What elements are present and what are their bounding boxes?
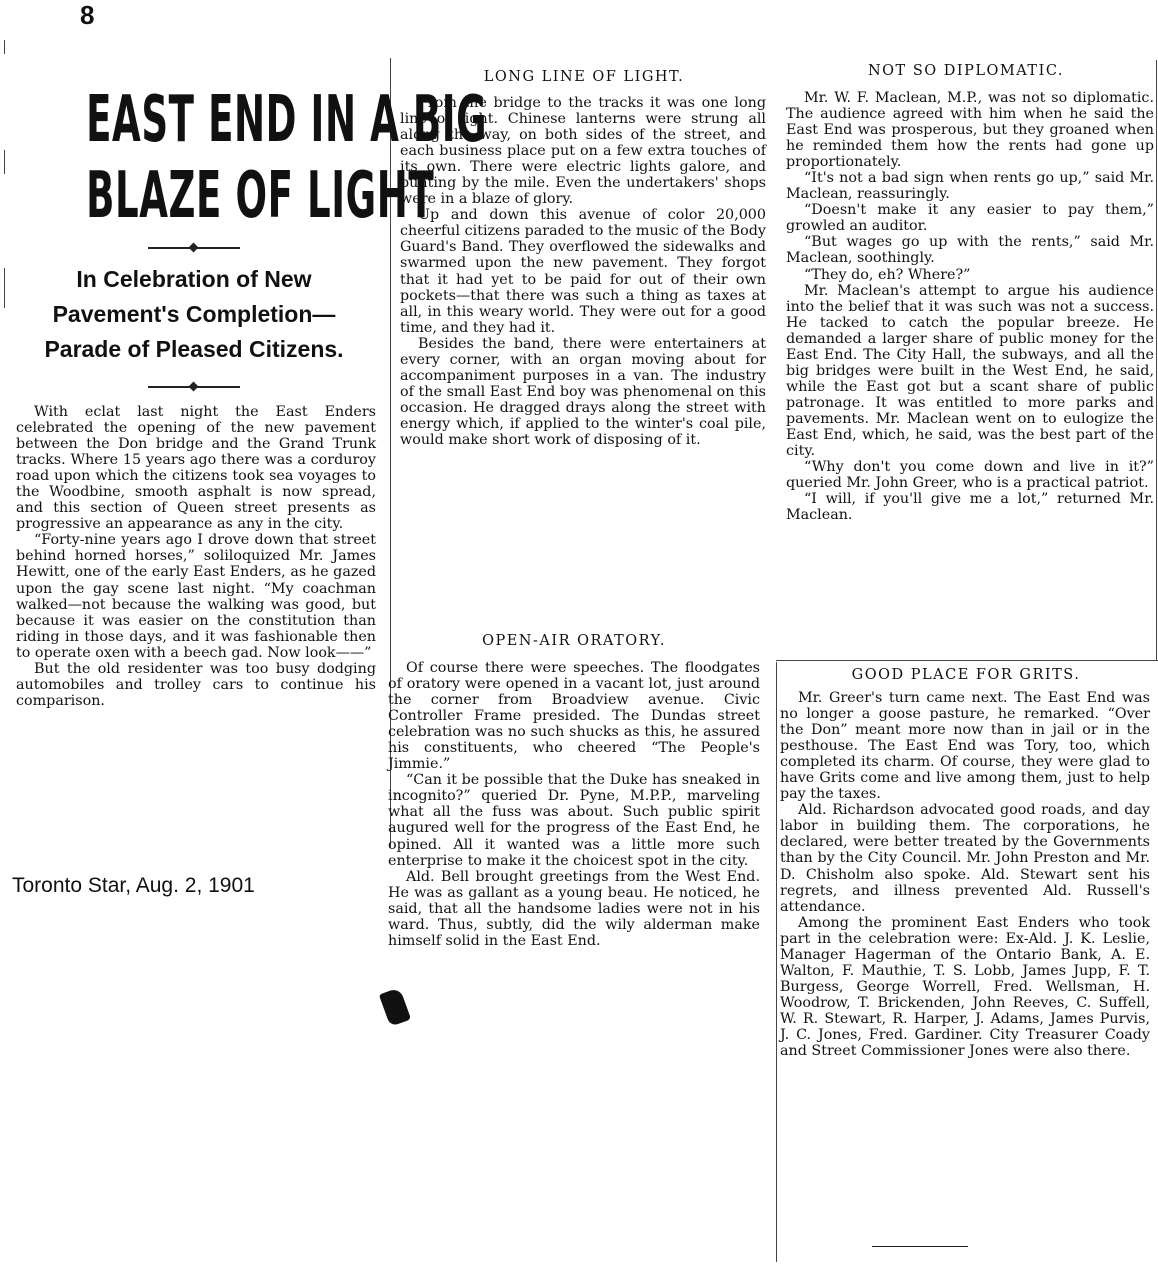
paragraph: Of course there were speeches. The floodgates of oratory were opened in a vacant lot, just around the corner from Broadview avenue. Civic Controller Frame presided. The Dundas street celebration was no such shucks as this, he assured his constituents, who cheered “The People's Jimmie.”	[388, 660, 760, 773]
article-column-3-bottom	[780, 690, 1150, 1059]
section-title-long-line: LONG LINE OF LIGHT.	[483, 69, 685, 85]
paragraph: Ald. Bell brought greetings from the West End. He was as gallant as a young beau. He noticed, he said, that all the handsome ladies were not in his ward. Thus, subtly, did the wily alderman make himself solid in the East End.	[388, 868, 760, 949]
section-title-good-place: GOOD PLACE FOR GRITS.	[851, 667, 1081, 683]
article-column-2-top	[400, 95, 766, 448]
paragraph: Mr. Greer's turn came next. The East End was no longer a goose pasture, he remarked. “Over the Don” meant more now than in jail or in the pesthouse. The East End was Tory, too, which completed its charm. Of course, they were glad to have Grits come and live among them, just to help pay the taxes.	[780, 690, 1150, 803]
paragraph: Besides the band, there were entertainers at every corner, with an organ moving about for accompaniment purposes in a van. The industry of the small East End boy was phenomenal on this occasion. He dragged drays along the street with energy which, if applied to the winter's coal pile, would make short work of disposing of it.	[400, 335, 766, 448]
subheadline	[8, 262, 380, 367]
paragraph: Among the prominent East Enders who took part in the celebration were: Ex-Ald. J. K. Leslie, Manager Hagerman of the Ontario Bank, A. E. Walton, F. Mauthie, T. S. Lobb, James Jupp, F. T. Burgess, George Worrell, Fred. Wellsman, H. Woodrow, T. Brickenden, John Reeves, C. Suffell, W. R. Stewart, R. Harper, J. Adams, James Purvis, J. C. Jones, Fred. Gardiner. City Treasurer Coady and Street Commissioner Jones were also there.	[780, 914, 1150, 1060]
paragraph: Mr. W. F. Maclean, M.P., was not so diplomatic. The audience agreed with him when he said the East End was prosperous, but they groaned when he reminded them how the rents had gone up proportionately.	[786, 90, 1154, 171]
paragraph: “But wages go up with the rents,” said Mr. Maclean, soothingly.	[786, 234, 1154, 267]
column-rule	[1156, 60, 1157, 660]
page-number: 8	[80, 0, 95, 30]
section-rule	[776, 660, 1158, 661]
article-column-1	[16, 404, 376, 709]
paragraph: “Why don't you come down and live in it?” queried Mr. John Greer, who is a practical patriot.	[786, 459, 1154, 492]
source-caption: Toronto Star, Aug. 2, 1901	[12, 874, 255, 897]
edge-mark	[4, 150, 5, 174]
headline-line-1: EAST END IN A BIG	[86, 83, 488, 157]
paragraph: But the old residenter was too busy dodging automobiles and trolley cars to continue his comparison.	[16, 660, 376, 709]
column-rule	[776, 662, 777, 1262]
end-rule	[872, 1246, 968, 1247]
divider-ornament	[189, 243, 199, 253]
paragraph: Up and down this avenue of color 20,000 cheerful citizens paraded to the music of the Body Guard's Band. They overflowed the sidewalks and swarmed upon the new pavement. They forgot that it had yet to be paid for out of their own pockets—that there was such a thing as taxes at all, in this weary world. They were out for a good time, and they had it.	[400, 207, 766, 336]
subheadline-text: In Celebration of New Pavement's Completion—Parade of Pleased Citizens.	[44, 266, 344, 362]
paragraph: “Can it be possible that the Duke has sneaked in incognito?” queried Dr. Pyne, M.P.P., marveling what all the fuss was about. Such public spirit augured well for the progress of the East End, he opined. All it wanted was a little more such enterprise to make it the choicest spot in the city.	[388, 772, 760, 869]
paragraph: Ald. Richardson advocated good roads, and day labor in building them. The corporations, he declared, were better treated by the Governments than by the City Council. Mr. John Preston and Mr. D. Chisholm also spoke. Ald. Stewart sent his regrets, and illness prevented Ald. Russell's attendance.	[780, 802, 1150, 915]
paragraph: “It's not a bad sign when rents go up,” said Mr. Maclean, reassuringly.	[786, 170, 1154, 203]
paragraph: “They do, eh? Where?”	[804, 266, 971, 283]
article-column-3-top	[786, 90, 1154, 523]
paragraph: “Forty-nine years ago I drove down that street behind horned horses,” soliloquized Mr. James Hewitt, one of the early East Enders, as he gazed upon the gay scene last night. “My coachman walked—not because the walking was good, but because it was easier on the constitution than riding in those days, and it was fashionable then to operate oxen with a beech gad. Now look——”	[16, 532, 376, 661]
edge-mark	[4, 268, 5, 308]
section-title-open-air: OPEN-AIR ORATORY.	[482, 633, 666, 649]
paragraph: With eclat last night the East Enders celebrated the opening of the new pavement between the Don bridge and the Grand Trunk tracks. Where 15 years ago there was a corduroy road upon which the citizens took sea voyages to the Woodbine, smooth asphalt is now spread, and this section of Queen street presents as progressive an appearance as any in the city.	[16, 404, 376, 533]
paragraph: Mr. Maclean's attempt to argue his audience into the belief that it was such was not a success. He tacked to catch the popular breeze. He demanded a larger share of public money for the East End. The City Hall, the subways, and all the big bridges were built in the West End, he said, while the East got but a scant share of public patronage. It was entitled to more parks and pavements. Mr. Maclean went on to eulogize the East End, which, he said, was the best part of the city.	[786, 282, 1154, 460]
paragraph: From the bridge to the tracks it was one long line of light. Chinese lanterns were strung all along the way, on both sides of the street, and each business place put on a few extra touches of its own. There were electric lights galore, and bunting by the mile. Even the undertakers' shops were in a blaze of glory.	[400, 95, 766, 208]
section-title-not-diplomatic: NOT SO DIPLOMATIC.	[867, 63, 1065, 79]
paragraph: “I will, if you'll give me a lot,” returned Mr. Maclean.	[786, 491, 1154, 524]
ink-blot	[379, 987, 411, 1026]
headline-line-2: BLAZE OF LIGHT	[86, 159, 435, 233]
edge-mark	[4, 40, 5, 54]
article-column-2-bottom	[388, 660, 760, 949]
divider-ornament	[189, 382, 199, 392]
paragraph: “Doesn't make it any easier to pay them,” growled an auditor.	[786, 202, 1154, 235]
